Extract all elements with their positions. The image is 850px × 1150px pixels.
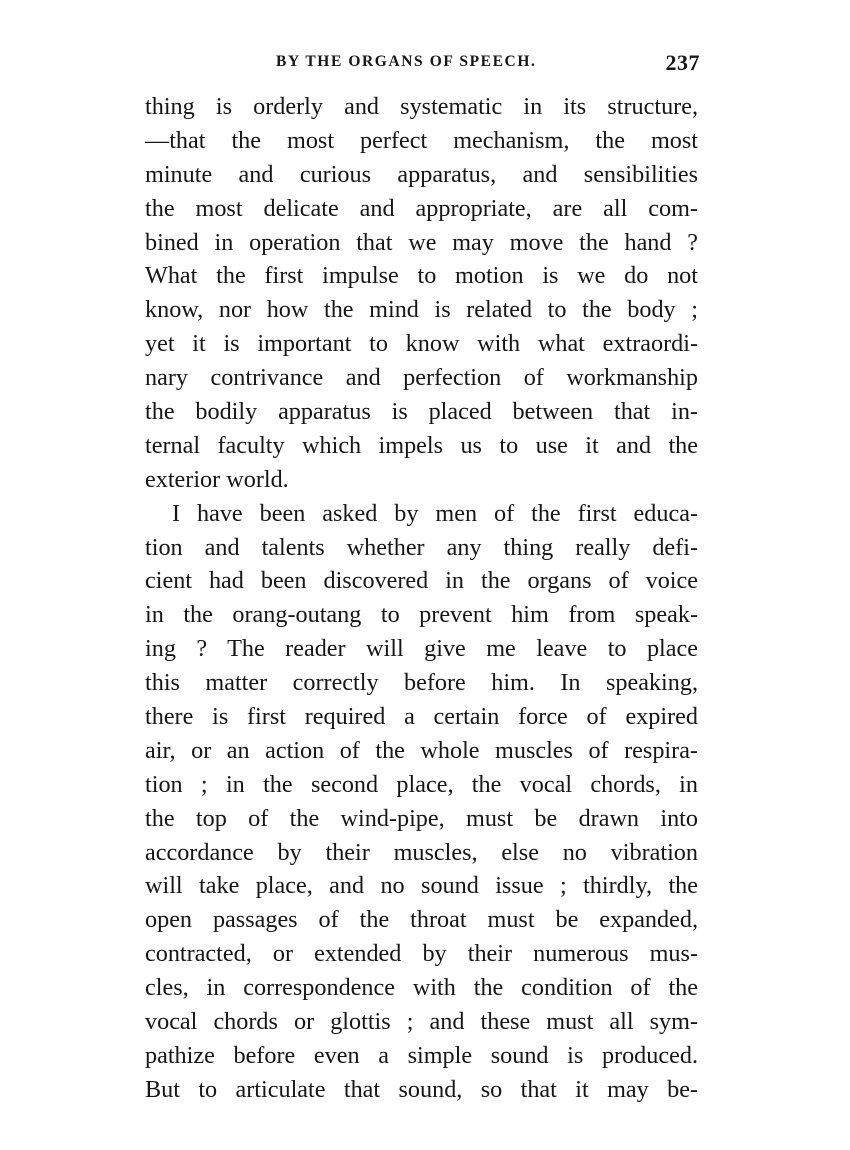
running-title: BY THE ORGANS OF SPEECH. — [276, 53, 537, 70]
body-text — [145, 90, 698, 1107]
paragraph-end-line: exterior world. — [145, 465, 289, 493]
text-line: there is first required a certain force of expired — [145, 703, 698, 731]
running-header — [145, 50, 700, 76]
text-line: pathize before even a simple sound is produced. — [145, 1041, 698, 1069]
text-line: ternal faculty which impels us to use it and the — [145, 431, 698, 459]
paragraph-start-line: I have been asked by men of the first educa- — [172, 499, 698, 527]
text-line: What the first impulse to motion is we do not — [145, 262, 698, 290]
text-line: yet it is important to know with what extraordi- — [145, 330, 698, 358]
text-line: tion and talents whether any thing really defi- — [145, 533, 698, 561]
text-line: will take place, and no sound issue ; thirdly, the — [145, 872, 698, 900]
text-line: contracted, or extended by their numerous mus- — [145, 940, 698, 968]
text-line: vocal chords or glottis ; and these must all sym- — [145, 1008, 698, 1036]
text-line: this matter correctly before him. In speaking, — [145, 669, 698, 697]
text-line: minute and curious apparatus, and sensibilities — [145, 160, 698, 188]
text-line: the top of the wind-pipe, must be drawn into — [145, 804, 698, 832]
text-line: bined in operation that we may move the hand ? — [145, 228, 698, 256]
text-line: the most delicate and appropriate, are all com- — [145, 194, 698, 222]
text-line: tion ; in the second place, the vocal chords, in — [145, 770, 698, 798]
page-number: 237 — [665, 50, 700, 75]
text-line: —that the most perfect mechanism, the most — [145, 126, 698, 154]
text-line: cles, in correspondence with the condition of the — [145, 974, 698, 1002]
text-line: cient had been discovered in the organs of voice — [145, 567, 698, 595]
text-line: in the orang-outang to prevent him from speak- — [145, 601, 698, 629]
text-line: know, nor how the mind is related to the body ; — [145, 296, 698, 324]
text-line: But to articulate that sound, so that it may be- — [145, 1075, 698, 1103]
text-line: open passages of the throat must be expanded, — [145, 906, 698, 934]
text-line: thing is orderly and systematic in its structure, — [145, 93, 698, 120]
text-line: accordance by their muscles, else no vibration — [145, 838, 698, 866]
text-line: air, or an action of the whole muscles of respira- — [145, 736, 698, 764]
text-line: the bodily apparatus is placed between that in- — [145, 398, 698, 426]
text-line: nary contrivance and perfection of workmanship — [145, 364, 698, 392]
text-line: ing ? The reader will give me leave to place — [145, 635, 698, 663]
